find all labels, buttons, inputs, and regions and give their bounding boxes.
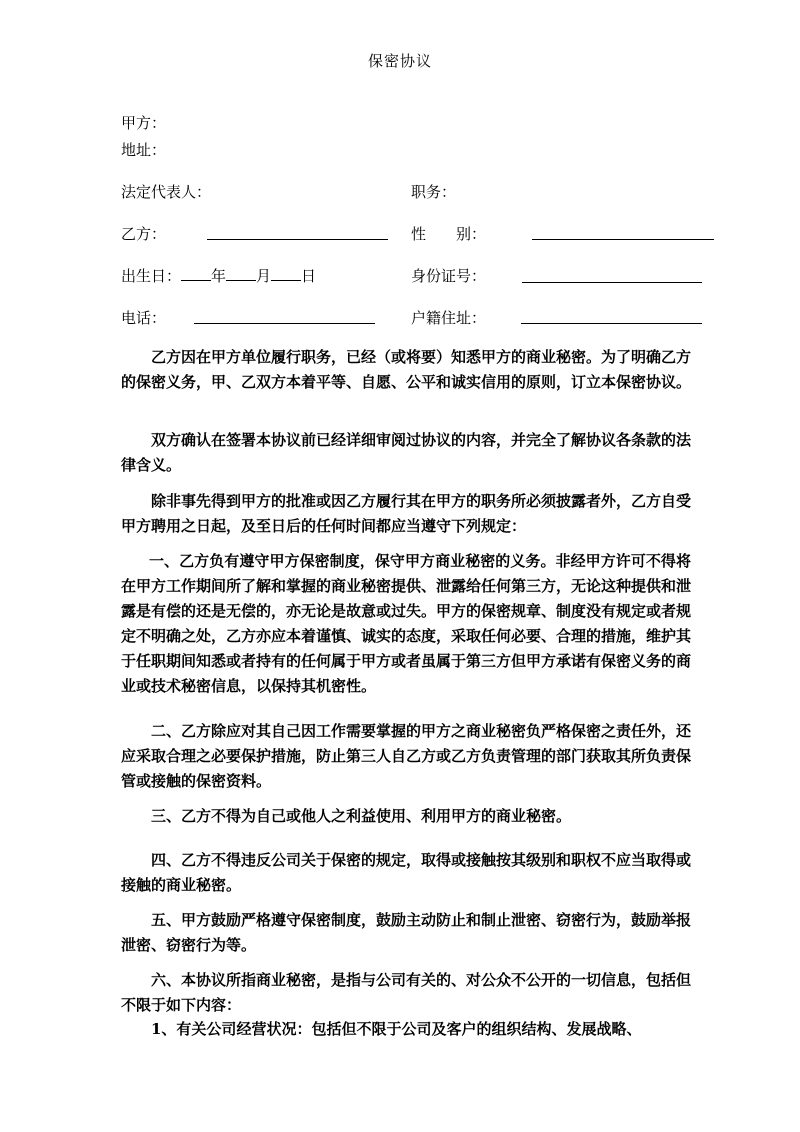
clause-4: 四、乙方不得违反公司关于保密的规定，取得或接触按其级别和职权不应当取得或接触的商业秘密。 [121,851,692,894]
birth-label: 出生日： [121,267,182,285]
party-b-label: 乙方： [121,225,167,243]
paragraph-confirm: 双方确认在签署本协议前已经详细审阅过协议的内容，并完全了解协议各条款的法律含义。 [121,431,692,474]
household-blank [521,323,702,324]
clause-6-item-1: 1、有关公司经营状况：包括但不限于公司及客户的组织结构、发展战略、 [151,1020,642,1038]
clause-5: 五、甲方鼓励严格遵守保密制度，鼓励主动防止和制止泄密、窃密行为，鼓励举报泄密、窃密行为等。 [121,911,692,954]
id-no-label: 身份证号： [411,267,487,285]
day-label: 日 [301,267,317,285]
document-title: 保密协议 [367,52,432,70]
year-blank [181,280,211,281]
clause-1: 一、乙方负有遵守甲方保密制度，保守甲方商业秘密的义务。非经甲方许可不得将在甲方工作期间所了解和掌握的商业秘密提供、泄露给任何第三方，无论这种提供和泄露是有偿的还是无偿的，亦无论是故意或过失。甲方的保密规章、制度没有规定或者规定不明确之处，乙方亦应本着谨慎、诚实的态度，采取任何必要、合理的措施，维护其于任职期间知悉或者持有的任何属于甲方或者虽属于第三方但甲方承诺有保密义务的商业或技术秘密信息，以保持其机密性。 [121,552,692,695]
clause-3: 三、乙方不得为自己或他人之利益使用、利用甲方的商业秘密。 [151,807,572,825]
address-label: 地址： [121,141,167,159]
position-label: 职务： [411,183,457,201]
party-a-label: 甲方： [121,114,167,132]
phone-label: 电话： [121,309,167,327]
legal-rep-label: 法定代表人： [121,183,212,201]
day-blank [271,280,301,281]
clause-6: 六、本协议所指商业秘密，是指与公司有关的、对公众不公开的一切信息，包括但不限于如下内容： [121,971,692,1014]
gender-blank [532,239,714,240]
paragraph-rules: 除非事先得到甲方的批准或因乙方履行其在甲方的职务所必须披露者外，乙方自受甲方聘用之日起，及至日后的任何时间都应当遵守下列规定： [121,492,692,535]
party-b-blank [207,239,388,240]
household-label: 户籍住址： [411,309,487,327]
month-label: 月 [256,267,272,285]
birth-date-field [121,265,316,286]
paragraph-intro: 乙方因在甲方单位履行职务，已经（或将要）知悉甲方的商业秘密。为了明确乙方的保密义务，甲、乙双方本着平等、自愿、公平和诚实信用的原则，订立本保密协议。 [121,348,692,391]
year-label: 年 [211,267,227,285]
gender-label: 性 别： [411,225,487,243]
clause-2: 二、乙方除应对其自己因工作需要掌握的甲方之商业秘密负严格保密之责任外，还应采取合理之必要保护措施，防止第三人自乙方或乙方负责管理的部门获取其所负责保管或接触的保密资料。 [121,722,692,790]
phone-blank [194,323,375,324]
id-no-blank [522,282,702,283]
month-blank [226,280,256,281]
